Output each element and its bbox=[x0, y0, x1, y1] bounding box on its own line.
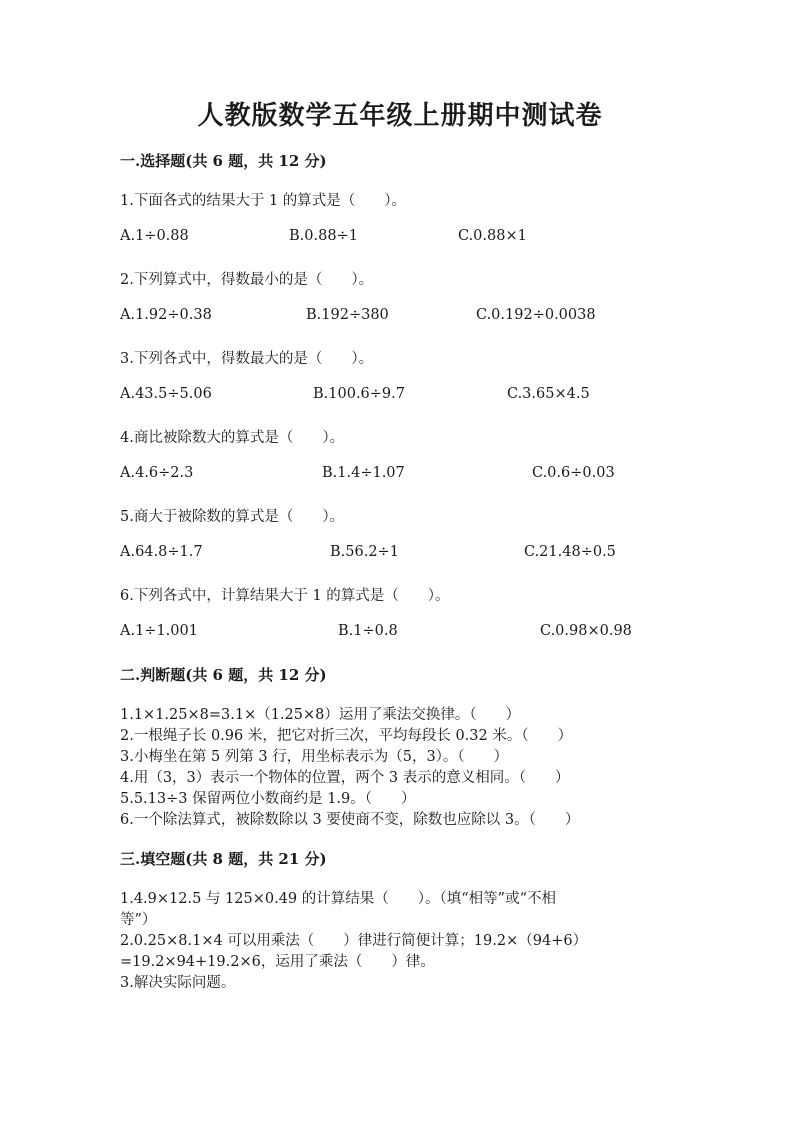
fill-question-2: 2.0.25×8.1×4 可以用乘法（ ）律进行简便计算；19.2×（94+6） bbox=[120, 933, 588, 949]
option-c: C.0.98×0.98 bbox=[540, 623, 632, 639]
option-a: A.1.92÷0.38 bbox=[120, 307, 212, 323]
choice-question-2: 2.下列算式中，得数最小的是（ ）。 bbox=[120, 272, 374, 288]
fill-question-1: 1.4.9×12.5 与 125×0.49 的计算结果（ ）。（填“相等”或“不相 bbox=[120, 891, 557, 907]
judge-question-6: 6.一个除法算式，被除数除以 3 要使商不变，除数也应除以 3。（ ） bbox=[120, 812, 580, 828]
option-a: A.1÷0.88 bbox=[120, 228, 189, 244]
choice-question-5: 5.商大于被除数的算式是（ ）。 bbox=[120, 509, 345, 525]
option-a: A.1÷1.001 bbox=[120, 623, 198, 639]
option-a: A.64.8÷1.7 bbox=[120, 544, 203, 560]
judge-question-2: 2.一根绳子长 0.96 米，把它对折三次，平均每段长 0.32 米。（ ） bbox=[120, 728, 573, 744]
option-a: A.4.6÷2.3 bbox=[120, 465, 194, 481]
page-title: 人教版数学五年级上册期中测试卷 bbox=[197, 101, 603, 131]
judge-question-4: 4.用（3，3）表示一个物体的位置，两个 3 表示的意义相同。（ ） bbox=[120, 770, 570, 786]
section-heading-choice: 一.选择题(共 6 题，共 12 分) bbox=[120, 152, 327, 170]
option-c: C.0.6÷0.03 bbox=[532, 465, 615, 481]
fill-question-3: 3.解决实际问题。 bbox=[120, 975, 236, 991]
section-heading-fill: 三.填空题(共 8 题，共 21 分) bbox=[120, 850, 327, 868]
choice-options-6 bbox=[120, 623, 680, 643]
option-b: B.0.88÷1 bbox=[289, 228, 358, 244]
choice-question-6: 6.下列各式中，计算结果大于 1 的算式是（ ）。 bbox=[120, 588, 450, 604]
choice-question-3: 3.下列各式中，得数最大的是（ ）。 bbox=[120, 351, 374, 367]
option-b: B.192÷380 bbox=[306, 307, 389, 323]
judge-question-1: 1.1×1.25×8=3.1×（1.25×8）运用了乘法交换律。（ ） bbox=[120, 707, 521, 723]
choice-options-1 bbox=[120, 228, 680, 248]
choice-options-5 bbox=[120, 544, 680, 564]
section-heading-judge: 二.判断题(共 6 题，共 12 分) bbox=[120, 666, 327, 684]
choice-options-3 bbox=[120, 386, 680, 406]
option-c: C.3.65×4.5 bbox=[507, 386, 590, 402]
choice-question-4: 4.商比被除数大的算式是（ ）。 bbox=[120, 430, 345, 446]
judge-question-5: 5.5.13÷3 保留两位小数商约是 1.9。（ ） bbox=[120, 791, 416, 807]
choice-options-4 bbox=[120, 465, 680, 485]
option-b: B.100.6÷9.7 bbox=[313, 386, 405, 402]
option-c: C.0.88×1 bbox=[458, 228, 527, 244]
option-b: B.1.4÷1.07 bbox=[322, 465, 405, 481]
fill-question-2-continued: =19.2×94+19.2×6，运用了乘法（ ）律。 bbox=[120, 954, 435, 970]
choice-question-1: 1.下面各式的结果大于 1 的算式是（ ）。 bbox=[120, 193, 407, 209]
option-c: C.0.192÷0.0038 bbox=[476, 307, 596, 323]
option-c: C.21.48÷0.5 bbox=[524, 544, 616, 560]
option-a: A.43.5÷5.06 bbox=[120, 386, 212, 402]
choice-options-2 bbox=[120, 307, 680, 327]
option-b: B.1÷0.8 bbox=[338, 623, 398, 639]
judge-question-3: 3.小梅坐在第 5 列第 3 行，用坐标表示为（5，3）。（ ） bbox=[120, 749, 509, 765]
option-b: B.56.2÷1 bbox=[330, 544, 399, 560]
fill-question-1-continued: 等”） bbox=[120, 912, 157, 928]
